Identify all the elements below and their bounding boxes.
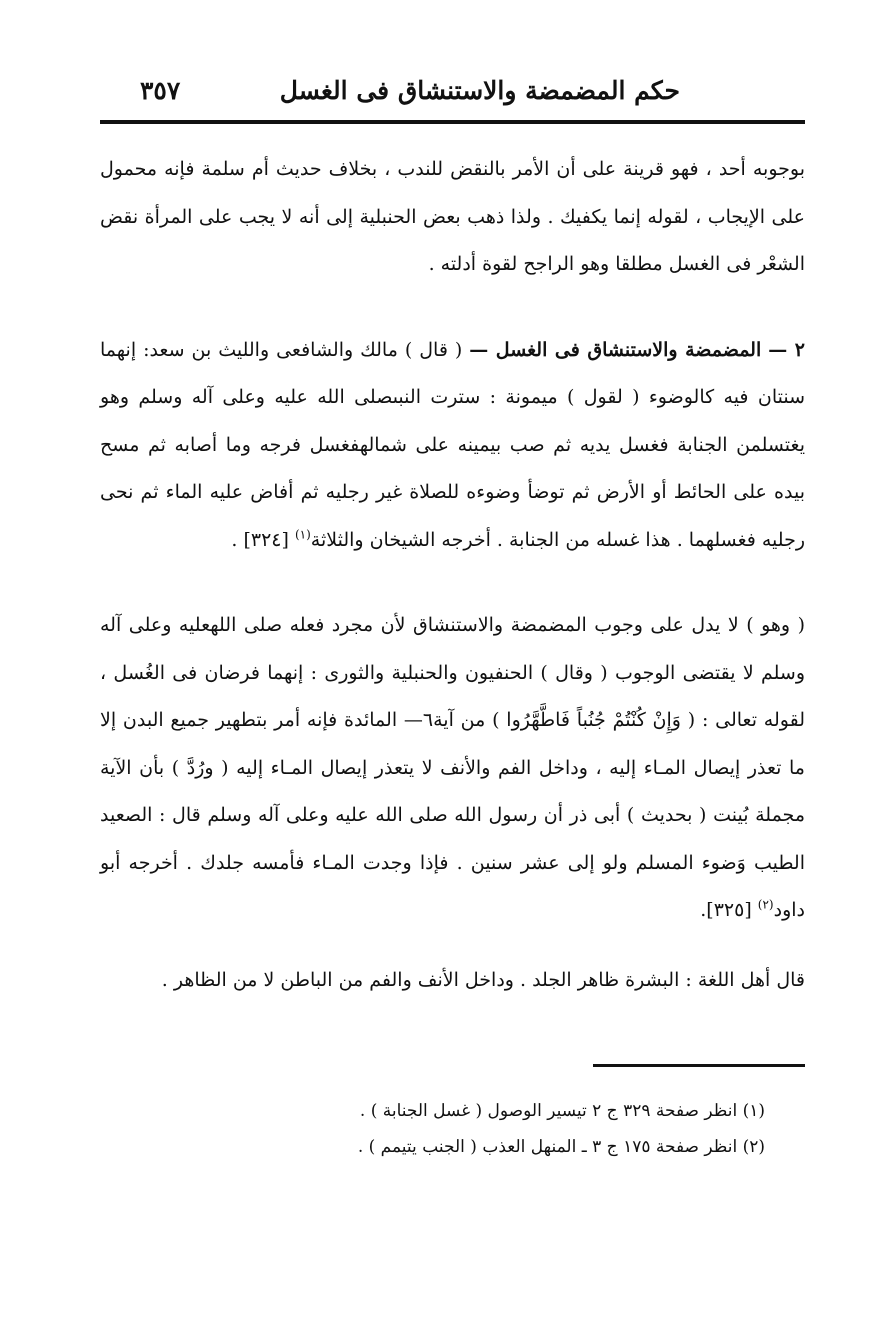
section-heading: المضمضة والاستنشاق فى الغسل — [469,338,762,361]
section-text: ( قال ) مالك والشافعى والليث بن سعد: إنهما سنتان فيه كالوضوء ( لقول ) ميمونة : سترت النبىصلى الله عليه وعلى آله وسلم وهو يغتسلمن الجنابة فغسل يديه ثم صب بيمينه على شمالهفغسل فرجه وما أصابه ثم مسح بيده على الحائط أو الأرض ثم توضأ وضوءه للصلاة غير رجليه ثم أفاض عليه الماء ثم نحى رجليه فغسلهما . هذا غسله من الجنابة . أخرجه الشيخان والثلاثة [100,338,805,551]
paragraph-section-2 [100,327,805,565]
page-number: ٣٥٧ [140,76,181,105]
paragraph-continuation: بوجوبه أحد ، فهو قرينة على أن الأمر بالنقض للندب ، بخلاف حديث أم سلمة فإنه محمول على الإيجاب ، لقوله إنما يكفيك . ولذا ذهب بعض الحنبلية إلى أنه لا يجب على المرأة نقض الشعْر فى الغسل مطلقا وهو الراجح لقوة أدلته . [100,158,805,275]
obligation-text: ( وهو ) لا يدل على وجوب المضمضة والاستنشاق لأن مجرد فعله صلى اللهعليه وعلى آله وسلم لا يقتضى الوجوب ( وقال ) الحنفيون والحنبلية والثورى : إنهما فرضان فى الغُسل ، لقوله تعالى : ( وَإِنْ كُنْتُمْ جُنُباً فَاطَّهَّرُوا ) من آية٦— المائدة فإنه أمر بتطهير جميع البدن إلا ما تعذر إيصال المـاء إليه ، وداخل الفم والأنف لا يتعذر إيصال المـاء إليه ( ورُدَّ ) بأن الآية مجملة بُينت ( بحديث ) أبى ذر أن رسول الله صلى الله عليه وعلى آله وسلم قال : الصعيد الطيب وَضوء المسلم ولو إلى عشر سنين . فإذا وجدت المـاء فأمسه جلدك . أخرجه أبو داود [100,614,805,921]
paragraph-language: قال أهل اللغة : البشرة ظاهر الجلد . وداخل الأنف والفم من الباطن لا من الظاهر . [161,968,805,991]
hadith-reference-325: [٣٢٥]. [700,899,758,921]
paragraph-obligation [100,602,805,935]
footnote-ref-1: (١) [294,527,311,542]
section-number: ٢ — [768,338,805,361]
footnote-1: (١) انظر صفحة ٣٢٩ ج ٢ تيسير الوصول ( غسل الجنابة ) . [359,1101,765,1121]
book-page [100,70,805,1165]
footnotes [100,1093,765,1165]
footnote-rule [593,1064,805,1067]
footnote-2: (٢) انظر صفحة ١٧٥ ج ٣ ـ المنهل العذب ( الجنب يتيمم ) . [357,1137,765,1157]
running-title: حكم المضمضة والاستنشاق فى الغسل [279,76,680,105]
page-header [100,70,805,112]
header-rule [100,120,805,124]
footnote-ref-2: (٢) [757,897,774,912]
hadith-reference-324: [٣٢٤] . [231,528,295,551]
